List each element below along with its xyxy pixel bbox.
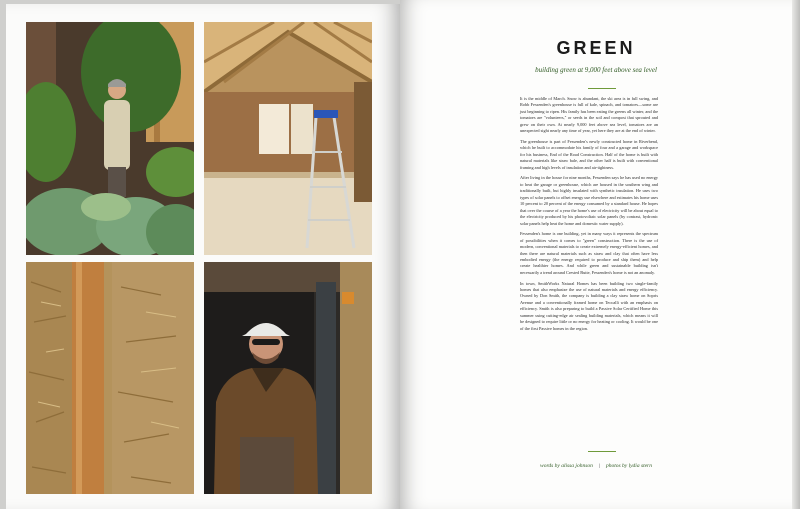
photo-greenhouse — [26, 22, 194, 255]
article-paragraph: The greenhouse is part of Fessenden's newly constructed home in Riverbend, which he built to accommodate his family of four and a garage and workspace for his business, End of the Road Construction. Half of the home is built with natural materials like straw bale, and the other half is built with conventional framing and high levels of insulation and air-tightness. — [520, 138, 658, 170]
photo-credit: photos by lydia stern — [605, 463, 652, 469]
divider-rule-top — [588, 88, 616, 89]
article-paragraph: It is the middle of March. Snow is abundant, the ski area is in full swing, and Robb Fessenden's greenhouse is full of kale, spinach, and tomatoes—some are just beginning to ripen. His family has been eating the greens all winter, and the tomatoes are "volunteers," or seeds in the soil and compost that sprouted and grew on their own. At nearly 9,000 feet above sea level, tomatoes are an unexpected sight nearly any time of year, yet here they are at the end of winter. — [520, 96, 658, 134]
credit-separator: | — [598, 463, 600, 469]
photo-attic — [204, 22, 372, 255]
article-paragraph: After living in the house for nine months, Fessenden says he has used no energy to heat the garage or greenhouse, which are housed in the southern wing and traditionally built, but highly insulated with synthetic insulation. He uses two types of solar panels to offset energy use elsewhere and estimates his home uses 10 percent to 20 percent of the energy consumed by a standard house. He hopes that over the course of a year the home's use of electricity will be about equal to the electricity produced by his photovoltaic solar panels (by contrast, hydronic solar panels help heat the home and domestic water supply). — [520, 175, 658, 226]
photo-straw-wall — [26, 262, 194, 494]
divider-rule-bottom — [588, 451, 616, 452]
photo-builder-portrait — [204, 262, 372, 494]
article-credits — [400, 463, 792, 469]
article-subtitle: building green at 9,000 feet above sea level — [535, 66, 657, 74]
page-edge — [792, 0, 800, 509]
article-paragraph: In town, SmithWorks Natural Homes has been building two single-family homes that also emphasize the use of natural materials and energy efficiency. Owned by Don Smith, the company is building a clay straw home on Sopris Avenue and a conventionally framed home on Teocalli with an emphasis on efficiency. Smith is also preparing to build a Passive Solar Certified Home this summer using cutting-edge air sealing building materials, which means it will be designed to require little or no energy for heating or cooling. It would be one of the first Passive homes in the region. — [520, 280, 658, 331]
article-body — [520, 96, 658, 336]
byline: words by alissa johnson — [540, 463, 593, 469]
article-paragraph: Fessenden's home is one building, yet in many ways it represents the spectrum of possibilities when it comes to "green" construction. There is the use of modern, conventional materials to create extremely energy-efficient homes, and then there are natural materials such as straw and clay that often have less embodied energy (the energy required to produce and ship them) and help create healthier homes. And while green and sustainable building isn't necessarily a trend around Crested Butte, Fessenden's home is not an anomaly. — [520, 231, 658, 275]
article-title: GREEN — [556, 38, 636, 58]
